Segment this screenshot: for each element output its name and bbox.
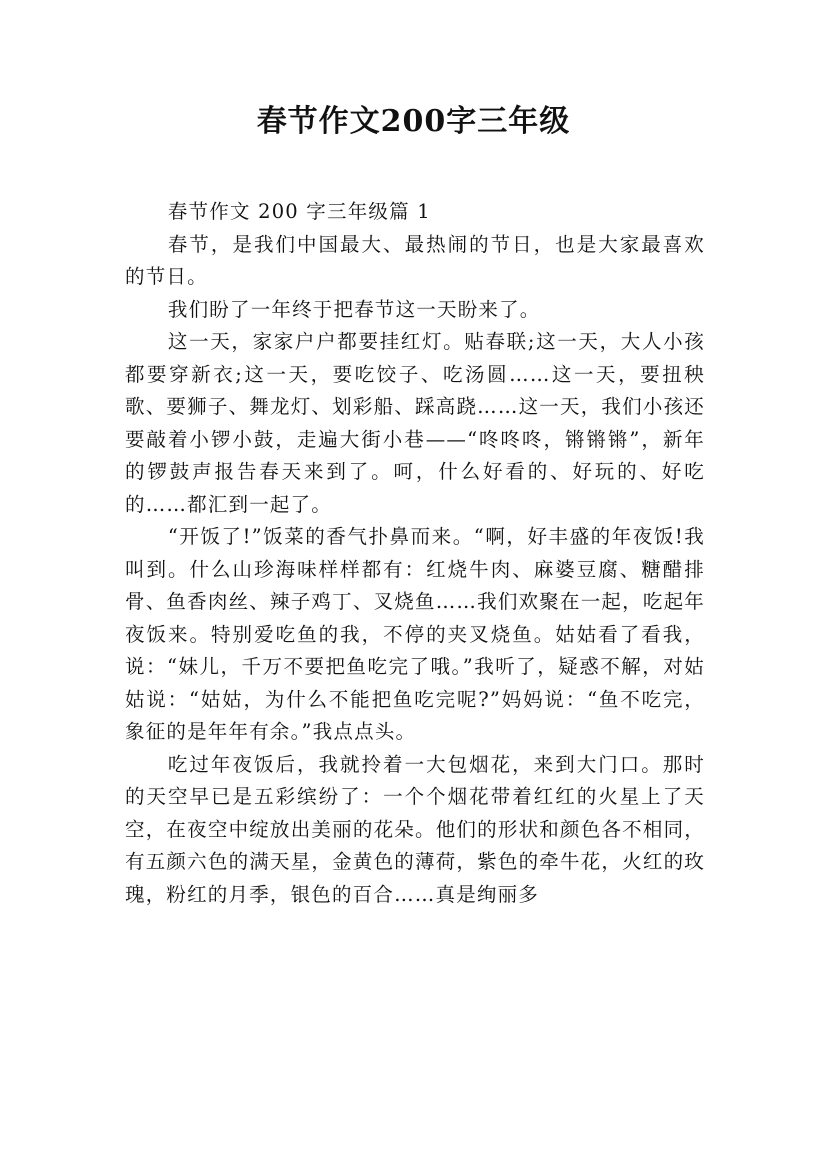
paragraph: 我们盼了一年终于把春节这一天盼来了。	[167, 297, 541, 321]
section-heading: 春节作文 200 字三年级篇 1	[167, 200, 431, 223]
paragraph: “开饭了!”饭菜的香气扑鼻而来。“啊，好丰盛的年夜饭!我叫到。什么山珍海味样样都有：红烧牛肉、麻婆豆腐、糖醋排骨、鱼香肉丝、辣子鸡丁、叉烧鱼……我们欢聚在一起，吃起年夜饭来。特别爱吃鱼的我，不停的夹叉烧鱼。姑姑看了看我，说：“妹儿，千万不要把鱼吃完了哦。”我听了，疑惑不解，对姑姑说：“姑姑，为什么不能把鱼吃完呢?”妈妈说：“鱼不吃完，象征的是年年有余。”我点点头。	[125, 525, 705, 743]
paragraph: 春节，是我们中国最大、最热闹的节日，也是大家最喜欢的节日。	[125, 232, 705, 288]
document-body	[125, 196, 705, 911]
paragraph: 这一天，家家户户都要挂红灯。贴春联;这一天，大人小孩都要穿新衣;这一天，要吃饺子、吃汤圆……这一天，要扭秧歌、要狮子、舞龙灯、划彩船、踩高跷……这一天，我们小孩还要敲着小锣小鼓，走遍大街小巷——“咚咚咚，锵锵锵”，新年的锣鼓声报告春天来到了。呵，什么好看的、好玩的、好吃的……都汇到一起了。	[125, 330, 705, 516]
paragraph: 吃过年夜饭后，我就拎着一大包烟花，来到大门口。那时的天空早已是五彩缤纷了：一个个烟花带着红红的火星上了天空，在夜空中绽放出美丽的花朵。他们的形状和颜色各不相同，有五颜六色的满天星，金黄色的薄荷，紫色的牵牛花，火红的玫瑰，粉红的月季，银色的百合……真是绚丽多	[125, 752, 705, 906]
document-title: 春节作文200字三年级	[256, 104, 571, 139]
